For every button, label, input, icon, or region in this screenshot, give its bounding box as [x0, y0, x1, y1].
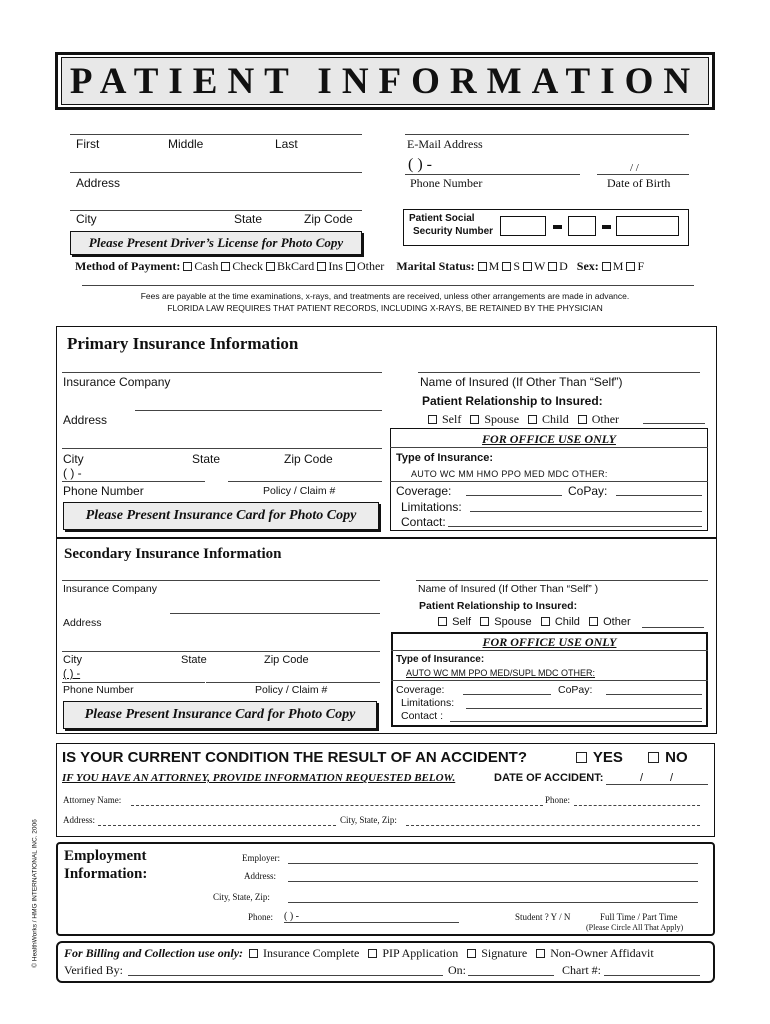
secondary-office-title: FOR OFFICE USE ONLY: [482, 635, 617, 649]
secondary-copay-line[interactable]: [606, 694, 702, 695]
primary-office-title: FOR OFFICE USE ONLY: [482, 432, 616, 446]
secondary-phone-label: Phone Number: [63, 684, 134, 696]
address-line[interactable]: [70, 172, 362, 173]
primary-phone-placeholder: ( ) -: [63, 466, 82, 480]
secondary-child[interactable]: Child: [541, 616, 580, 628]
billing-insurance-complete[interactable]: Insurance Complete: [249, 946, 359, 960]
secondary-type-label: Type of Insurance:: [396, 654, 485, 665]
ssn-label-2: Security Number: [413, 226, 494, 237]
attorney-address-line[interactable]: [98, 825, 336, 826]
city-label: City: [76, 212, 97, 226]
checkbox[interactable]: [467, 949, 476, 958]
primary-policy-line[interactable]: [228, 481, 382, 482]
primary-limitations-line[interactable]: [470, 511, 702, 512]
primary-spouse[interactable]: Spouse: [470, 412, 519, 426]
secondary-limitations-line[interactable]: [466, 708, 702, 709]
ssn-part-3[interactable]: [616, 216, 679, 236]
phone-line[interactable]: [405, 174, 580, 175]
billing-row: [64, 946, 654, 961]
secondary-type-divider: [391, 680, 708, 681]
dob-slashes: / /: [630, 162, 639, 174]
time-label: Full Time / Part Time: [600, 912, 678, 922]
attorney-note: IF YOU HAVE AN ATTORNEY, PROVIDE INFORMATION REQUESTED BELOW.: [62, 772, 456, 784]
zip-label: Zip Code: [304, 212, 353, 226]
employment-phone-placeholder: ( ) -: [284, 911, 299, 922]
sex-f[interactable]: F: [626, 259, 644, 273]
on-label: On:: [448, 963, 466, 977]
employment-phone-line[interactable]: [284, 922, 459, 923]
marital-w[interactable]: W: [523, 259, 545, 273]
attorney-csz-line[interactable]: [406, 825, 700, 826]
checkbox[interactable]: [576, 752, 587, 763]
fees-line-2: FLORIDA LAW REQUIRES THAT PATIENT RECORDS, INCLUDING X-RAYS, BE RETAINED BY THE PHYSICIAN: [167, 303, 603, 313]
employer-line[interactable]: [288, 863, 698, 864]
checkbox[interactable]: [480, 617, 489, 626]
billing-label: For Billing and Collection use only:: [64, 946, 244, 960]
primary-address-line[interactable]: [135, 410, 382, 411]
email-label: E-Mail Address: [407, 137, 483, 151]
primary-phone-line[interactable]: [62, 481, 205, 482]
secondary-office-divider: [391, 650, 708, 651]
secondary-state-label: State: [181, 654, 207, 666]
attorney-address-label: Address:: [63, 815, 95, 825]
primary-relationship-label: Patient Relationship to Insured:: [422, 394, 603, 408]
payment-ins[interactable]: Ins: [317, 259, 343, 273]
primary-coverage-label: Coverage:: [396, 484, 452, 498]
checkbox[interactable]: [317, 262, 326, 271]
attorney-phone-label: Phone:: [545, 795, 571, 805]
primary-self[interactable]: Self: [428, 412, 461, 426]
secondary-contact-line[interactable]: [450, 721, 702, 722]
employer-label: Employer:: [242, 853, 280, 863]
checkbox[interactable]: [523, 262, 532, 271]
checkbox[interactable]: [266, 262, 275, 271]
secondary-heading: Secondary Insurance Information: [64, 546, 282, 562]
employment-address-line[interactable]: [288, 881, 698, 882]
checkbox[interactable]: [478, 262, 487, 271]
primary-insured-label: Name of Insured (If Other Than “Self”): [420, 375, 623, 389]
middle-label: Middle: [168, 137, 204, 151]
attorney-name-label: Attorney Name:: [63, 795, 122, 805]
accident-yes[interactable]: YES: [576, 749, 623, 766]
checkbox[interactable]: [221, 262, 230, 271]
checkbox[interactable]: [648, 752, 659, 763]
primary-card-note: Please Present Insurance Card for Photo Copy: [63, 502, 379, 530]
fees-line-1: Fees are payable at the time examinations, x-rays, and treatments are received, unless other arrangements are made in advance.: [140, 291, 630, 301]
primary-type-options: AUTO WC MM HMO PPO MED MDC OTHER:: [411, 469, 608, 479]
checkbox[interactable]: [589, 617, 598, 626]
secondary-contact-label: Contact :: [401, 710, 444, 722]
secondary-company-label: Insurance Company: [63, 583, 157, 595]
checkbox[interactable]: [438, 617, 447, 626]
secondary-city-line[interactable]: [62, 651, 380, 652]
name-line[interactable]: [70, 134, 362, 135]
secondary-self[interactable]: Self: [438, 616, 471, 628]
primary-city-label: City: [63, 452, 84, 466]
payment-other[interactable]: Other: [346, 259, 384, 273]
phone-placeholder: ( ) -: [408, 156, 432, 173]
checkbox[interactable]: [602, 262, 611, 271]
secondary-phone-placeholder: ( ) -: [63, 668, 81, 680]
primary-heading: Primary Insurance Information: [67, 334, 299, 353]
secondary-relationship-options: [438, 616, 631, 628]
primary-address-label: Address: [63, 413, 108, 427]
checkbox[interactable]: [536, 949, 545, 958]
secondary-address-label: Address: [63, 617, 102, 629]
checkbox[interactable]: [346, 262, 355, 271]
ssn-label-1: Patient Social: [409, 213, 475, 224]
attorney-csz-label: City, State, Zip:: [340, 815, 397, 825]
checkbox[interactable]: [578, 415, 587, 424]
marital-d[interactable]: D: [548, 259, 568, 273]
secondary-relationship-label: Patient Relationship to Insured:: [419, 600, 578, 612]
secondary-limitations-label: Limitations:: [401, 697, 455, 709]
primary-type-label: Type of Insurance:: [396, 452, 493, 464]
secondary-insured-label: Name of Insured (If Other Than “Self” ): [418, 583, 599, 595]
verified-line[interactable]: [128, 975, 443, 976]
secondary-other[interactable]: Other: [589, 616, 631, 628]
checkbox[interactable]: [548, 262, 557, 271]
accident-date-line[interactable]: [606, 784, 708, 785]
accident-date-label: DATE OF ACCIDENT:: [494, 772, 604, 784]
secondary-coverage-label: Coverage:: [396, 684, 445, 696]
ssn-part-2[interactable]: [568, 216, 596, 236]
payment-label: Method of Payment:: [75, 259, 181, 273]
employment-heading-2: Information:: [64, 866, 148, 882]
on-line[interactable]: [468, 975, 554, 976]
primary-zip-label: Zip Code: [284, 452, 333, 466]
primary-limitations-label: Limitations:: [401, 500, 462, 514]
secondary-type-options: AUTO WC MM PPO MED/SUPL MDC OTHER:: [406, 668, 596, 678]
checkbox[interactable]: [541, 617, 550, 626]
primary-company-label: Insurance Company: [63, 375, 171, 389]
marital-m[interactable]: M: [478, 259, 500, 273]
checkbox[interactable]: [502, 262, 511, 271]
ssn-part-1[interactable]: [500, 216, 546, 236]
checkbox[interactable]: [626, 262, 635, 271]
primary-insured-line[interactable]: [418, 372, 700, 373]
checkbox[interactable]: [470, 415, 479, 424]
primary-contact-line[interactable]: [448, 526, 702, 527]
primary-relationship-options: [428, 412, 619, 427]
dob-label: Date of Birth: [607, 176, 671, 190]
secondary-card-note: Please Present Insurance Card for Photo Copy: [63, 701, 377, 729]
chart-label: Chart #:: [562, 963, 601, 977]
last-label: Last: [275, 137, 298, 151]
accident-question: IS YOUR CURRENT CONDITION THE RESULT OF AN ACCIDENT?: [62, 749, 527, 766]
primary-other-line[interactable]: [643, 423, 705, 424]
checkbox[interactable]: [368, 949, 377, 958]
payment-check[interactable]: Check: [221, 259, 263, 273]
ssn-dash-2: [602, 225, 611, 229]
billing-affidavit[interactable]: Non-Owner Affidavit: [536, 946, 653, 960]
student-label: Student ? Y / N: [515, 912, 571, 922]
employment-address-label: Address:: [244, 871, 276, 881]
accident-date-slash-1: /: [640, 772, 644, 784]
checkbox[interactable]: [183, 262, 192, 271]
sex-label: Sex:: [576, 259, 599, 273]
email-line[interactable]: [405, 134, 689, 135]
attorney-phone-line[interactable]: [574, 805, 700, 806]
secondary-spouse[interactable]: Spouse: [480, 616, 531, 628]
primary-state-label: State: [192, 452, 221, 466]
primary-company-line[interactable]: [62, 372, 382, 373]
employment-csz-line[interactable]: [288, 902, 698, 903]
primary-child[interactable]: Child: [528, 412, 569, 426]
checkbox[interactable]: [428, 415, 437, 424]
secondary-zip-label: Zip Code: [264, 654, 309, 666]
payment-cash[interactable]: Cash: [183, 259, 218, 273]
address-label: Address: [76, 176, 121, 190]
state-label: State: [234, 212, 263, 226]
primary-copay-label: CoPay:: [568, 484, 608, 498]
secondary-policy-line[interactable]: [206, 682, 380, 683]
fees-divider: [82, 285, 694, 286]
checkbox[interactable]: [249, 949, 258, 958]
copyright: © HealthWorks / HMG INTERNATIONAL INC. 2006: [31, 819, 39, 968]
marital-label: Marital Status:: [396, 259, 475, 273]
employment-phone-label: Phone:: [248, 912, 274, 922]
billing-signature[interactable]: Signature: [467, 946, 527, 960]
circle-note: (Please Circle All That Apply): [586, 923, 684, 932]
sex-m[interactable]: M: [602, 259, 624, 273]
employment-csz-label: City, State, Zip:: [213, 892, 270, 902]
billing-pip[interactable]: PIP Application: [368, 946, 458, 960]
secondary-company-line[interactable]: [62, 580, 380, 581]
first-label: First: [76, 137, 100, 151]
dob-line[interactable]: [597, 174, 689, 175]
primary-office-divider: [390, 447, 708, 448]
phone-label: Phone Number: [410, 176, 483, 190]
accident-no[interactable]: NO: [648, 749, 688, 766]
employment-heading-1: Employment: [64, 848, 147, 864]
secondary-coverage-line[interactable]: [463, 694, 551, 695]
secondary-copay-label: CoPay:: [558, 684, 593, 696]
secondary-other-line[interactable]: [642, 627, 704, 628]
secondary-phone-line[interactable]: [62, 682, 205, 683]
payment-bkcard[interactable]: BkCard: [266, 259, 314, 273]
primary-phone-label: Phone Number: [63, 484, 144, 498]
primary-city-line[interactable]: [62, 448, 382, 449]
verified-label: Verified By:: [64, 963, 123, 977]
license-note: Please Present Driver’s License for Photo Copy: [70, 231, 362, 255]
secondary-address-line[interactable]: [170, 613, 380, 614]
primary-contact-label: Contact:: [401, 515, 446, 529]
chart-line[interactable]: [604, 975, 700, 976]
attorney-name-line[interactable]: [131, 805, 543, 806]
accident-date-slash-2: /: [670, 772, 674, 784]
primary-other[interactable]: Other: [578, 412, 619, 426]
page-title: PATIENT INFORMATION: [69, 61, 701, 102]
primary-type-divider: [390, 481, 708, 482]
primary-coverage-line[interactable]: [466, 495, 562, 496]
secondary-city-label: City: [63, 654, 82, 666]
payment-row: [75, 259, 644, 274]
ssn-dash-1: [553, 225, 562, 229]
primary-policy-label: Policy / Claim #: [263, 485, 336, 497]
checkbox[interactable]: [528, 415, 537, 424]
secondary-insured-line[interactable]: [416, 580, 708, 581]
marital-s[interactable]: S: [502, 259, 520, 273]
city-line[interactable]: [70, 210, 362, 211]
primary-copay-line[interactable]: [616, 495, 702, 496]
secondary-policy-label: Policy / Claim #: [255, 684, 328, 696]
